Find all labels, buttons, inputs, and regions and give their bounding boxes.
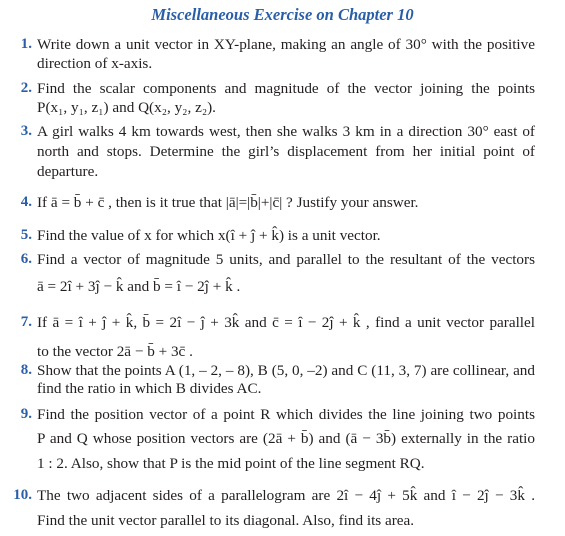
question-text-line: The two adjacent sides of a parallelogram are 2î − 4ĵ + 5k̂ and î − 2ĵ − 3k̂ .: [37, 487, 535, 504]
question-text-line: to the vector 2ā − b̄ + 3c̄ .: [37, 343, 193, 360]
question-text-line: Find the unit vector parallel to its diagonal. Also, find its area.: [37, 512, 415, 529]
question-number: 5.: [20, 227, 32, 243]
question-number: 10.: [13, 487, 32, 503]
question-text-line: ā = 2î + 3ĵ − k̂ and b̄ = î − 2ĵ + k̂ .: [37, 278, 241, 295]
question-number: 9.: [20, 406, 32, 422]
question-text-line: Find the position vector of a point R which divides the line joining two points: [37, 406, 535, 423]
question-number: 8.: [20, 362, 32, 378]
question-text-line: Find a vector of magnitude 5 units, and parallel to the resultant of the vectors: [37, 251, 535, 268]
question-text-line: find the ratio in which B divides AC.: [37, 380, 262, 397]
question-text-line: direction of x-axis.: [37, 55, 153, 72]
question-text-line: north and stops. Determine the girl’s displacement from her initial point of: [37, 143, 535, 160]
question-text-line: P(x₁, y₁, z₁) and Q(x₂, y₂, z₂).: [37, 99, 216, 116]
question-text-line: If ā = b̄ + c̄ , then is it true that |ā|=|b̄|+|c̄| ? Justify your answer.: [37, 194, 419, 211]
question-text-line: Write down a unit vector in XY-plane, making an angle of 30° with the positive: [37, 36, 535, 53]
question-number: 4.: [20, 194, 32, 210]
question-text-line: Find the value of x for which x(î + ĵ + k̂) is a unit vector.: [37, 227, 381, 244]
exercise-title: Miscellaneous Exercise on Chapter 10: [151, 5, 414, 24]
question-number: 2.: [20, 80, 32, 96]
question-text-line: 1 : 2. Also, show that P is the mid point of the line segment RQ.: [37, 455, 425, 472]
question-number: 1.: [20, 36, 32, 52]
question-number: 3.: [20, 123, 32, 139]
question-text-line: P and Q whose position vectors are (2ā + b̄) and (ā − 3b̄) externally in the ratio: [37, 430, 535, 447]
question-text-line: Find the scalar components and magnitude of the vector joining the points: [37, 80, 535, 97]
question-text-line: Show that the points A (1, – 2, – 8), B (5, 0, –2) and C (11, 3, 7) are collinear, and: [37, 362, 535, 379]
question-text-line: departure.: [37, 163, 99, 180]
question-text-line: If ā = î + ĵ + k̂, b̄ = 2î − ĵ + 3k̂ and c̄ = î − 2ĵ + k̂ , find a unit vector parallel: [37, 314, 535, 331]
question-number: 6.: [20, 251, 32, 267]
question-text-line: A girl walks 4 km towards west, then she walks 3 km in a direction 30° east of: [37, 123, 535, 140]
question-number: 7.: [20, 314, 32, 330]
